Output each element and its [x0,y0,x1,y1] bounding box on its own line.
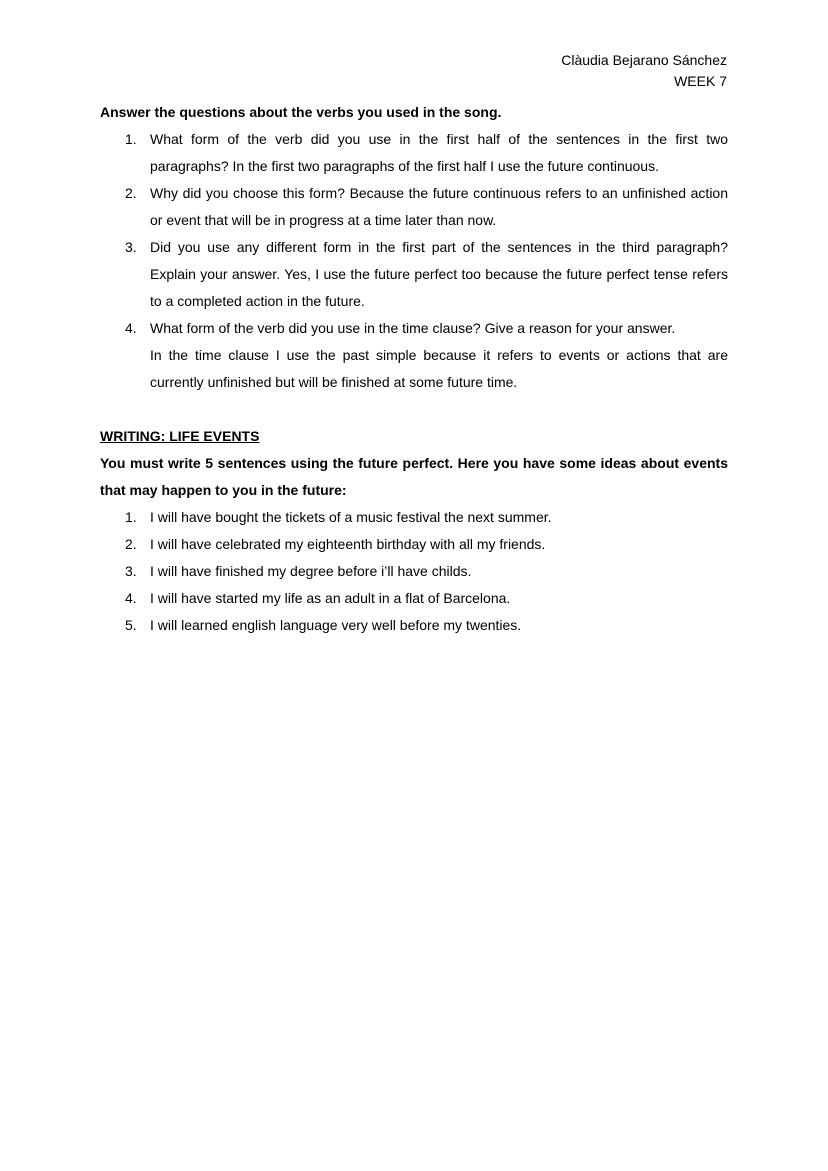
question-text: Why did you choose this form? [150,185,345,201]
sentence-text: I will have started my life as an adult in a flat of Barcelona. [150,590,511,606]
question-number: 1. [125,131,137,147]
questions-intro: Answer the questions about the verbs you used in the song. [100,104,502,120]
sentence-number: 5. [125,617,137,633]
question-text: What form of the verb did you use in the first half of the sentences in the first two paragraphs? [150,131,728,174]
sentence-item-4 [100,585,728,612]
sentence-item-5 [100,612,728,639]
question-text: What form of the verb did you use in the time clause? Give a reason for your answer. [150,320,676,336]
question-text: Did you use any different form in the first part of the sentences in the third paragraph? Explain your answer. [150,239,728,282]
sentence-number: 4. [125,590,137,606]
section-spacer [100,396,728,423]
sentence-item-3 [100,558,728,585]
question-item-2 [100,180,728,234]
sentence-number: 3. [125,563,137,579]
sentence-text: I will have bought the tickets of a music festival the next summer. [150,509,552,525]
document-header [561,50,727,92]
writing-section-title: WRITING: LIFE EVENTS [100,428,260,444]
questions-list [100,126,728,396]
answer-text: In the first two paragraphs of the first half I use the future continuous. [232,158,659,174]
answer-text: In the time clause I use the past simple because it refers to events or actions that are currently unfinished but will be finished at some future time. [150,347,728,390]
question-item-4 [100,315,728,396]
author-name: Clàudia Bejarano Sánchez [561,52,727,68]
answer-text: Yes, I use the future perfect too because the future perfect tense refers to a completed action in the future. [150,266,729,309]
question-number: 2. [125,185,137,201]
question-item-3 [100,234,728,315]
sentence-number: 1. [125,509,137,525]
document-body [100,99,728,639]
question-item-1 [100,126,728,180]
writing-instructions: You must write 5 sentences using the future perfect. Here you have some ideas about events that may happen to you in the future: [100,455,728,498]
sentence-text: I will learned english language very well before my twenties. [150,617,522,633]
answer-text: Because the future continuous refers to an unfinished action or event that will be in progress at a time later than now. [150,185,729,228]
sentence-text: I will have finished my degree before i’ll have childs. [150,563,472,579]
question-number: 3. [125,239,137,255]
week-label: WEEK 7 [674,73,727,89]
sentence-item-2 [100,531,728,558]
sentence-text: I will have celebrated my eighteenth birthday with all my friends. [150,536,546,552]
question-number: 4. [125,320,137,336]
sentence-item-1 [100,504,728,531]
sentences-list [100,504,728,639]
sentence-number: 2. [125,536,137,552]
